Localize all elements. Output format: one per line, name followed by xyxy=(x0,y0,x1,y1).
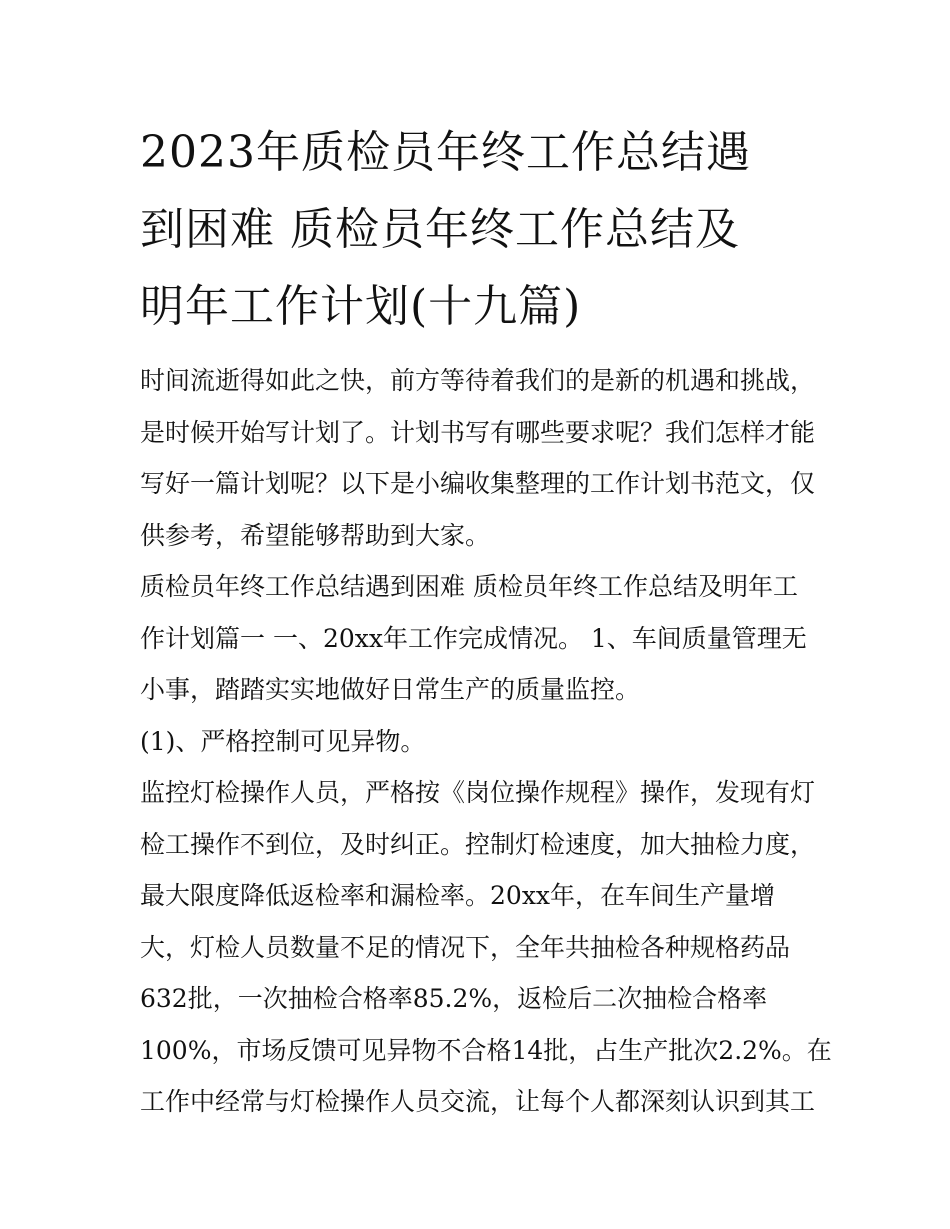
title-line: 2023年质检员年终工作总结遇 xyxy=(140,127,751,178)
title-line: 到困难 质检员年终工作总结及 xyxy=(140,204,740,255)
body-line: 最大限度降低返检率和漏检率。20xx年，在车间生产量增 xyxy=(140,881,776,910)
body-line: (1)、严格控制可见异物。 xyxy=(140,726,426,756)
body-line: 监控灯检操作人员，严格按《岗位操作规程》操作，发现有灯 xyxy=(140,778,816,807)
body-line: 小事，踏踏实实地做好日常生产的质量监控。 xyxy=(140,675,641,704)
body-line: 供参考，希望能够帮助到大家。 xyxy=(140,520,491,550)
body-line: 检工操作不到位，及时纠正。控制灯检速度，加大抽检力度， xyxy=(140,829,816,859)
document-body xyxy=(140,355,830,1128)
body-line: 质检员年终工作总结遇到困难 质检员年终工作总结及明年工 xyxy=(140,572,798,601)
body-line: 100%，市场反馈可见异物不合格14批，占生产批次2.2%。在 xyxy=(140,1035,832,1065)
body-line: 写好一篇计划呢？以下是小编收集整理的工作计划书范文，仅 xyxy=(140,469,816,498)
document-title xyxy=(140,114,820,345)
body-line: 时间流逝得如此之快，前方等待着我们的是新的机遇和挑战， xyxy=(140,366,816,395)
body-line: 是时候开始写计划了。计划书写有哪些要求呢？我们怎样才能 xyxy=(140,417,816,447)
title-line: 明年工作计划(十九篇) xyxy=(140,281,582,332)
body-line: 大，灯检人员数量不足的情况下，全年共抽检各种规格药品 xyxy=(140,932,791,962)
body-line: 工作中经常与灯检操作人员交流，让每个人都深刻认识到其工 xyxy=(140,1087,816,1116)
body-line: 632批，一次抽检合格率85.2%，返检后二次抽检合格率 xyxy=(140,984,768,1013)
body-line: 作计划篇一 一、20xx年工作完成情况。 1、车间质量管理无 xyxy=(140,623,807,653)
